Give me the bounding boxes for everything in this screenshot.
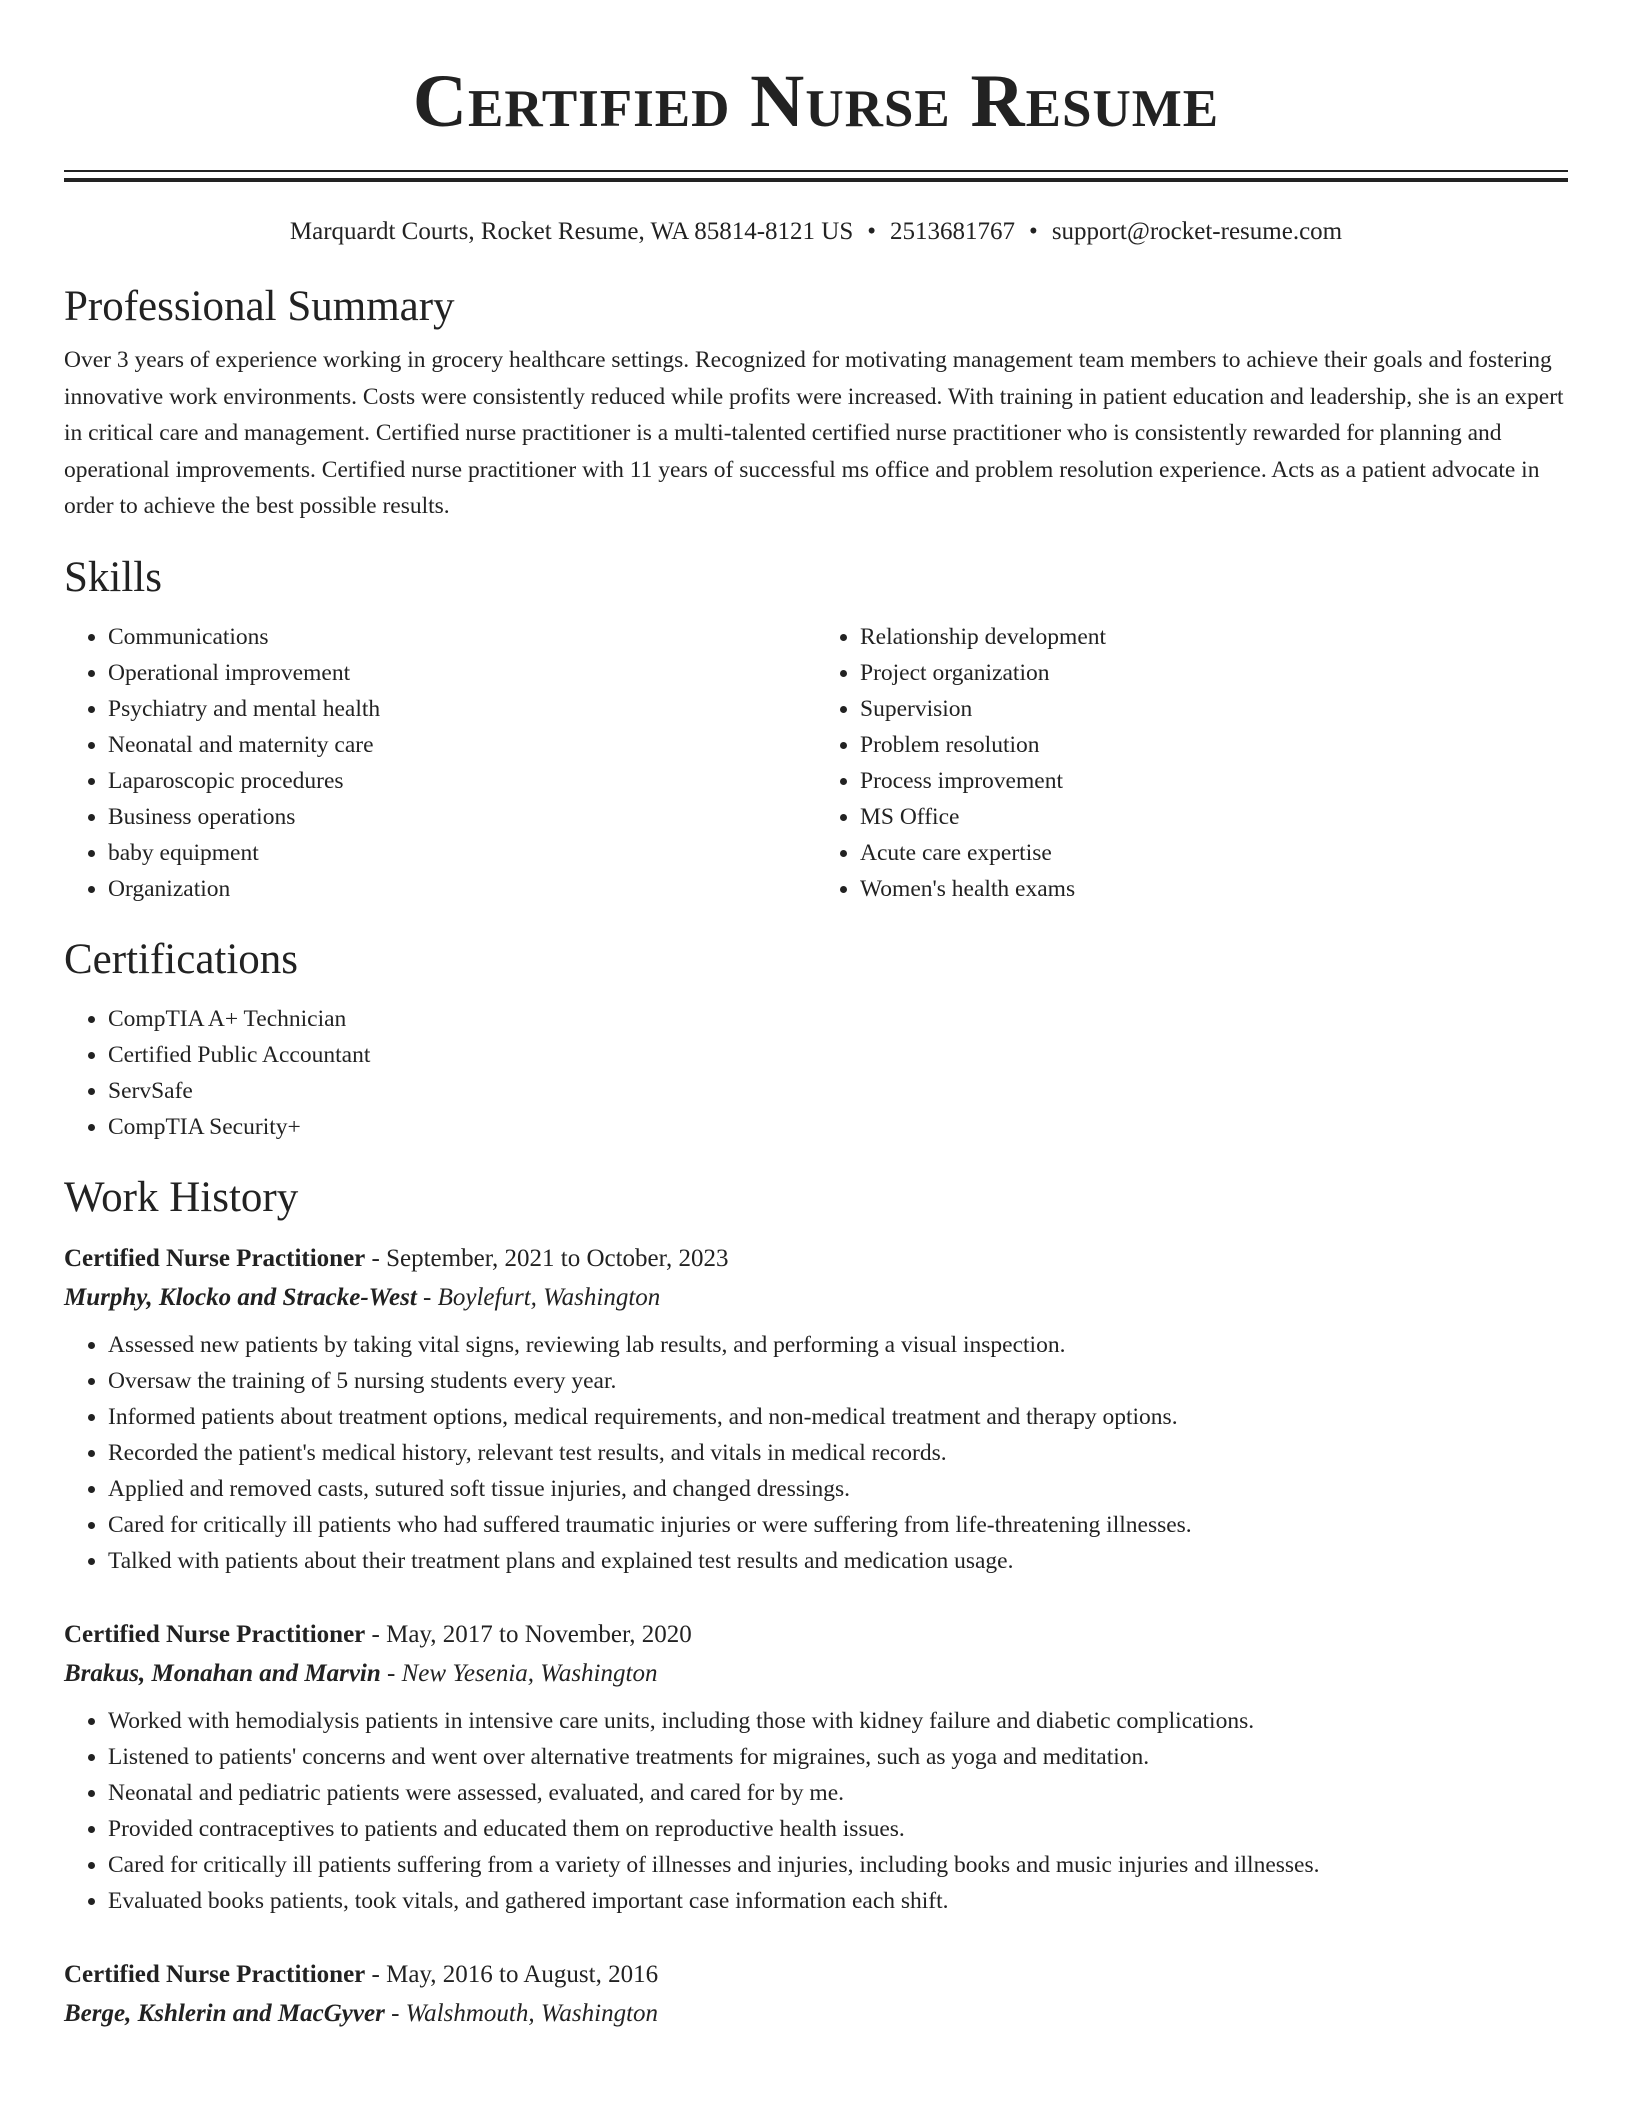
title-divider-thin: [64, 170, 1568, 172]
skill-item: • Supervision: [860, 691, 1568, 727]
resume-title: Certified Nurse Resume: [412, 60, 1220, 143]
job-company-line: [64, 1279, 1568, 1317]
job-bullets: [64, 1327, 1568, 1579]
certification-item: • Certified Public Accountant: [108, 1037, 1568, 1073]
contact-email[interactable]: support@rocket-resume.com: [1051, 218, 1343, 245]
work-history-section: [64, 1173, 1568, 2033]
job-dates: - September, 2021 to October, 2023: [365, 1244, 729, 1272]
job-entry: [64, 1955, 1568, 2033]
skills-list-left: [64, 619, 816, 907]
job-company: Murphy, Klocko and Stracke-West: [64, 1283, 417, 1311]
skill-item: • Laparoscopic procedures: [108, 763, 816, 799]
job-bullet: • Cared for critically ill patients who had suffered traumatic injuries or were suffering from life-threatening illnesses.: [108, 1507, 1568, 1543]
skill-item: • baby equipment: [108, 835, 816, 871]
skill-item: • Women's health exams: [860, 871, 1568, 907]
skills-heading: Skills: [64, 553, 162, 601]
skill-item: • Neonatal and maternity care: [108, 727, 816, 763]
job-bullet: • Listened to patients' concerns and went over alternative treatments for migraines, such as yoga and meditation.: [108, 1739, 1568, 1775]
skills-columns: [64, 619, 1568, 907]
summary-section: [64, 282, 1568, 525]
certifications-heading: Certifications: [64, 935, 299, 983]
contact-line: [64, 216, 1568, 248]
summary-text: Over 3 years of experience working in grocery healthcare settings. Recognized for motivating management team members to achieve their goals and fostering innovative work environments. Costs were consistently reduced while profits were increased. With training in patient education and leadership, she is an expert in critical care and management. Certified nurse practitioner is a multi-talented certified nurse practitioner who is consistently rewarded for planning and operational improvements. Certified nurse practitioner with 11 years of successful ms office and problem resolution experience. Acts as a patient advocate in order to achieve the best possible results.: [64, 347, 1564, 519]
skills-list-right: [816, 619, 1568, 907]
job-bullet: • Neonatal and pediatric patients were assessed, evaluated, and cared for by me.: [108, 1775, 1568, 1811]
skill-item: • Business operations: [108, 799, 816, 835]
summary-heading: Professional Summary: [64, 283, 455, 330]
skill-item: • Problem resolution: [860, 727, 1568, 763]
job-entry: [64, 1615, 1568, 1919]
job-location: - Boylefurt, Washington: [416, 1283, 661, 1311]
certification-item: • ServSafe: [108, 1073, 1568, 1109]
job-company-line: [64, 1995, 1568, 2033]
job-location: - New Yesenia, Washington: [380, 1659, 658, 1687]
job-bullet: • Assessed new patients by taking vital signs, reviewing lab results, and performing a visual inspection.: [108, 1327, 1568, 1363]
certification-item: • CompTIA A+ Technician: [108, 1001, 1568, 1037]
job-bullet: • Oversaw the training of 5 nursing students every year.: [108, 1363, 1568, 1399]
contact-separator: •: [1029, 218, 1038, 245]
job-bullet: • Worked with hemodialysis patients in intensive care units, including those with kidney failure and diabetic complications.: [108, 1703, 1568, 1739]
job-location: - Walshmouth, Washington: [384, 1999, 659, 2027]
job-title: Certified Nurse Practitioner: [64, 1620, 366, 1648]
job-company-line: [64, 1655, 1568, 1693]
job-bullet: • Cared for critically ill patients suffering from a variety of illnesses and injuries, including books and music injuries and illnesses.: [108, 1847, 1568, 1883]
skill-item: • Project organization: [860, 655, 1568, 691]
job-company: Berge, Kshlerin and MacGyver: [64, 1999, 385, 2027]
job-company: Brakus, Monahan and Marvin: [64, 1659, 381, 1687]
skill-item: • Psychiatry and mental health: [108, 691, 816, 727]
certification-item: • CompTIA Security+: [108, 1109, 1568, 1145]
skill-item: • Organization: [108, 871, 816, 907]
title-divider-thick: [64, 178, 1568, 182]
job-dates: - May, 2017 to November, 2020: [365, 1620, 692, 1648]
work-history-heading: Work History: [64, 1173, 299, 1221]
skills-section: [64, 553, 1568, 907]
skill-item: • MS Office: [860, 799, 1568, 835]
job-bullet: • Evaluated books patients, took vitals, and gathered important case information each shift.: [108, 1883, 1568, 1919]
job-bullets: [64, 1703, 1568, 1919]
job-bullet: • Provided contraceptives to patients and educated them on reproductive health issues.: [108, 1811, 1568, 1847]
job-entry: [64, 1239, 1568, 1579]
skill-item: • Operational improvement: [108, 655, 816, 691]
contact-separator: •: [867, 218, 877, 245]
job-bullet: • Talked with patients about their treatment plans and explained test results and medication usage.: [108, 1543, 1568, 1579]
skill-item: • Communications: [108, 619, 816, 655]
contact-phone: 2513681767: [890, 218, 1016, 245]
job-title-line: [64, 1615, 1568, 1655]
job-title-line: [64, 1955, 1568, 1995]
job-title: Certified Nurse Practitioner: [64, 1960, 366, 1988]
contact-address: Marquardt Courts, Rocket Resume, WA 85814-8121 US: [289, 218, 854, 245]
certifications-section: [64, 935, 1568, 1145]
skill-item: • Process improvement: [860, 763, 1568, 799]
job-title: Certified Nurse Practitioner: [64, 1244, 366, 1272]
job-title-line: [64, 1239, 1568, 1279]
skill-item: • Relationship development: [860, 619, 1568, 655]
job-bullet: • Applied and removed casts, sutured soft tissue injuries, and changed dressings.: [108, 1471, 1568, 1507]
job-bullet: • Recorded the patient's medical history, relevant test results, and vitals in medical records.: [108, 1435, 1568, 1471]
certifications-list: [64, 1001, 1568, 1145]
job-bullet: • Informed patients about treatment options, medical requirements, and non-medical treatment and therapy options.: [108, 1399, 1568, 1435]
skill-item: • Acute care expertise: [860, 835, 1568, 871]
job-dates: - May, 2016 to August, 2016: [365, 1960, 659, 1988]
